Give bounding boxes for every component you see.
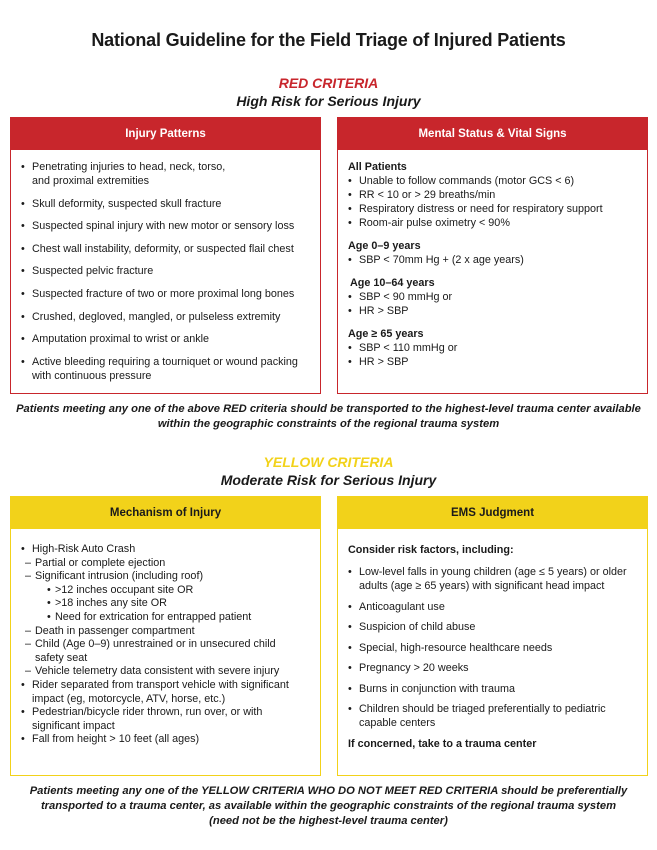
list-item-continued: impact (eg, motorcycle, ATV, horse, etc.) (32, 692, 226, 705)
list-item: • Crushed, degloved, mangled, or pulseless extremity (21, 310, 310, 324)
ems-closing: If concerned, take to a trauma center (348, 737, 537, 750)
list-item: • Penetrating injuries to head, neck, torso, and proximal extremities (21, 160, 310, 188)
ems-intro: Consider risk factors, including: (348, 544, 514, 556)
list-item: • Chest wall instability, deformity, or suspected flail chest (21, 242, 310, 256)
list-item: • Children should be triaged preferentially to pediatric capable centers (348, 702, 637, 730)
list-item: – Significant intrusion (including roof) (21, 570, 310, 584)
list-item: • SBP < 70mm Hg + (2 x age years) (348, 253, 637, 267)
mechanism-panel (10, 496, 321, 776)
list-item: • Low-level falls in young children (age ≤ 5 years) or older adults (age ≥ 65 years) with significant head impact (348, 565, 637, 593)
list-item: • Pregnancy > 20 weeks (348, 661, 637, 675)
list-item: • Rider separated from transport vehicle with significant (21, 679, 310, 693)
list-item: – Child (Age 0–9) unrestrained or in unsecured child (21, 638, 310, 652)
red-criteria-label: RED CRITERIA (278, 75, 379, 91)
list-item-continued: significant impact (32, 719, 115, 732)
list-item: • HR > SBP (348, 355, 637, 369)
list-item: – Vehicle telemetry data consistent with severe injury (21, 665, 310, 679)
list-item: • SBP < 110 mmHg or (348, 341, 637, 355)
list-item: • Suspected fracture of two or more proximal long bones (21, 287, 310, 301)
age-10-64-heading: Age 10–64 years (350, 277, 435, 289)
list-item-continued: safety seat (35, 651, 88, 664)
yellow-criteria-subtitle: Moderate Risk for Serious Injury (220, 472, 437, 488)
all-patients-heading: All Patients (348, 161, 407, 173)
ems-judgment-heading: EMS Judgment (338, 497, 647, 529)
vital-signs-heading: Mental Status & Vital Signs (338, 118, 647, 150)
list-item: • >18 inches any site OR (21, 597, 310, 611)
injury-patterns-heading: Injury Patterns (11, 118, 320, 150)
list-item: • Need for extrication for entrapped patient (21, 611, 310, 625)
list-item: • Fall from height > 10 feet (all ages) (21, 733, 310, 747)
list-item: • Suspected pelvic fracture (21, 264, 310, 278)
mechanism-heading: Mechanism of Injury (11, 497, 320, 529)
yellow-criteria-footnote: Patients meeting any one of the YELLOW CRITERIA WHO DO NOT MEET RED CRITERIA should be preferentially transported to a trauma center, as available within the geographic constraints of the regional trauma system (need not be the highest-level trauma center) (29, 785, 628, 827)
injury-patterns-panel (10, 117, 321, 394)
page-title: National Guideline for the Field Triage of Injured Patients (91, 30, 566, 50)
list-item: • Special, high-resource healthcare needs (348, 641, 637, 655)
age-0-9-heading: Age 0–9 years (348, 240, 421, 252)
list-item: • Unable to follow commands (motor GCS < 6) (348, 174, 637, 188)
list-item: • Anticoagulant use (348, 600, 637, 614)
red-criteria-footnote: Patients meeting any one of the above RED criteria should be transported to the highest-level trauma center available within the geographic constraints of the regional trauma system (16, 403, 641, 430)
list-item: – Death in passenger compartment (21, 625, 310, 639)
list-item: • High-Risk Auto Crash (21, 543, 310, 557)
list-item: – Partial or complete ejection (21, 557, 310, 571)
ems-judgment-panel (337, 496, 648, 776)
list-item: • >12 inches occupant site OR (21, 584, 310, 598)
list-item: • Suspicion of child abuse (348, 620, 637, 634)
list-item: • Room-air pulse oximetry < 90% (348, 216, 637, 230)
vital-signs-panel (337, 117, 648, 394)
list-item: • Suspected spinal injury with new motor or sensory loss (21, 219, 310, 233)
list-item: • Pedestrian/bicycle rider thrown, run over, or with (21, 706, 310, 720)
age-65-heading: Age ≥ 65 years (348, 328, 424, 340)
list-item: • RR < 10 or > 29 breaths/min (348, 188, 637, 202)
list-item: • Respiratory distress or need for respiratory support (348, 202, 637, 216)
list-item: • SBP < 90 mmHg or (348, 290, 637, 304)
red-criteria-subtitle: High Risk for Serious Injury (236, 93, 421, 109)
list-item: • Skull deformity, suspected skull fracture (21, 197, 310, 211)
list-item: • Amputation proximal to wrist or ankle (21, 332, 310, 346)
yellow-criteria-label: YELLOW CRITERIA (263, 454, 394, 470)
list-item: • HR > SBP (348, 304, 637, 318)
list-item: • Active bleeding requiring a tourniquet or wound packing with continuous pressure (21, 355, 310, 383)
list-item: • Burns in conjunction with trauma (348, 682, 637, 696)
